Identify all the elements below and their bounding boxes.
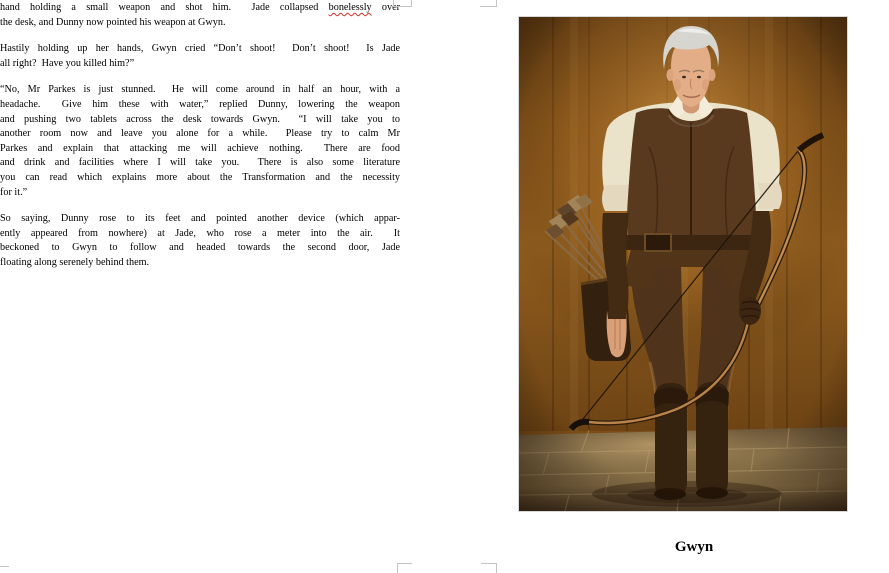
text-line: “No, Mr Parkes is just stunned. He will come around in half an hour, with a [0, 84, 400, 96]
text-boundary-mark [393, 0, 412, 7]
text-line: hand holding a small weapon and shot him. Jade collapsed bonelessly over [0, 2, 400, 13]
text-boundary-mark [0, 566, 9, 573]
paragraph [0, 1, 400, 30]
portrait-illustration [519, 17, 847, 511]
text-boundary-mark [480, 0, 497, 7]
text-line: Parkes and explain that attacking me will achieve nothing. There are food [0, 142, 400, 154]
text-line: beckoned to Gwyn to follow and headed towards the second door, Jade [0, 242, 400, 254]
text-line: So saying, Dunny rose to its feet and pointed another device (which appar- [0, 213, 400, 225]
text-boundary-mark [481, 563, 497, 573]
vignette-overlay [519, 17, 847, 511]
text-line: for it.” [0, 186, 28, 198]
text-line: you can read which explains more about the Transformation and the necessity [0, 171, 400, 183]
text-column[interactable] [0, 1, 400, 283]
text-line: all right? Have you killed him?” [0, 57, 135, 69]
spellcheck-underline: bonelessly [328, 2, 372, 13]
text-line: ently appeared from nowhere) at Jade, who rose a meter into the air. It [0, 227, 400, 239]
text-line: Hastily holding up her hands, Gwyn cried “Don’t shoot! Don’t shoot! Is Jade [0, 43, 400, 55]
paragraph [0, 42, 400, 71]
text-line: and pushing two tablets across the desk towards Gwyn. “I will take you to [0, 113, 400, 125]
text-line: floating along serenely behind them. [0, 256, 150, 268]
text-line: and drink and facilities where I will take you. There is also some literature [0, 157, 400, 169]
paragraph [0, 83, 400, 200]
text-line: the desk, and Dunny now pointed his weapon at Gwyn. [0, 16, 226, 28]
text-boundary-mark [397, 563, 412, 573]
figure-caption[interactable]: Gwyn [674, 539, 714, 555]
inline-image-gwyn[interactable] [518, 16, 848, 512]
paragraph [0, 212, 400, 270]
text-line: headache. Give him these with water,” replied Dunny, lowering the weapon [0, 98, 400, 110]
text-line: another room now and leave you alone for a while. Please try to calm Mr [0, 128, 400, 140]
